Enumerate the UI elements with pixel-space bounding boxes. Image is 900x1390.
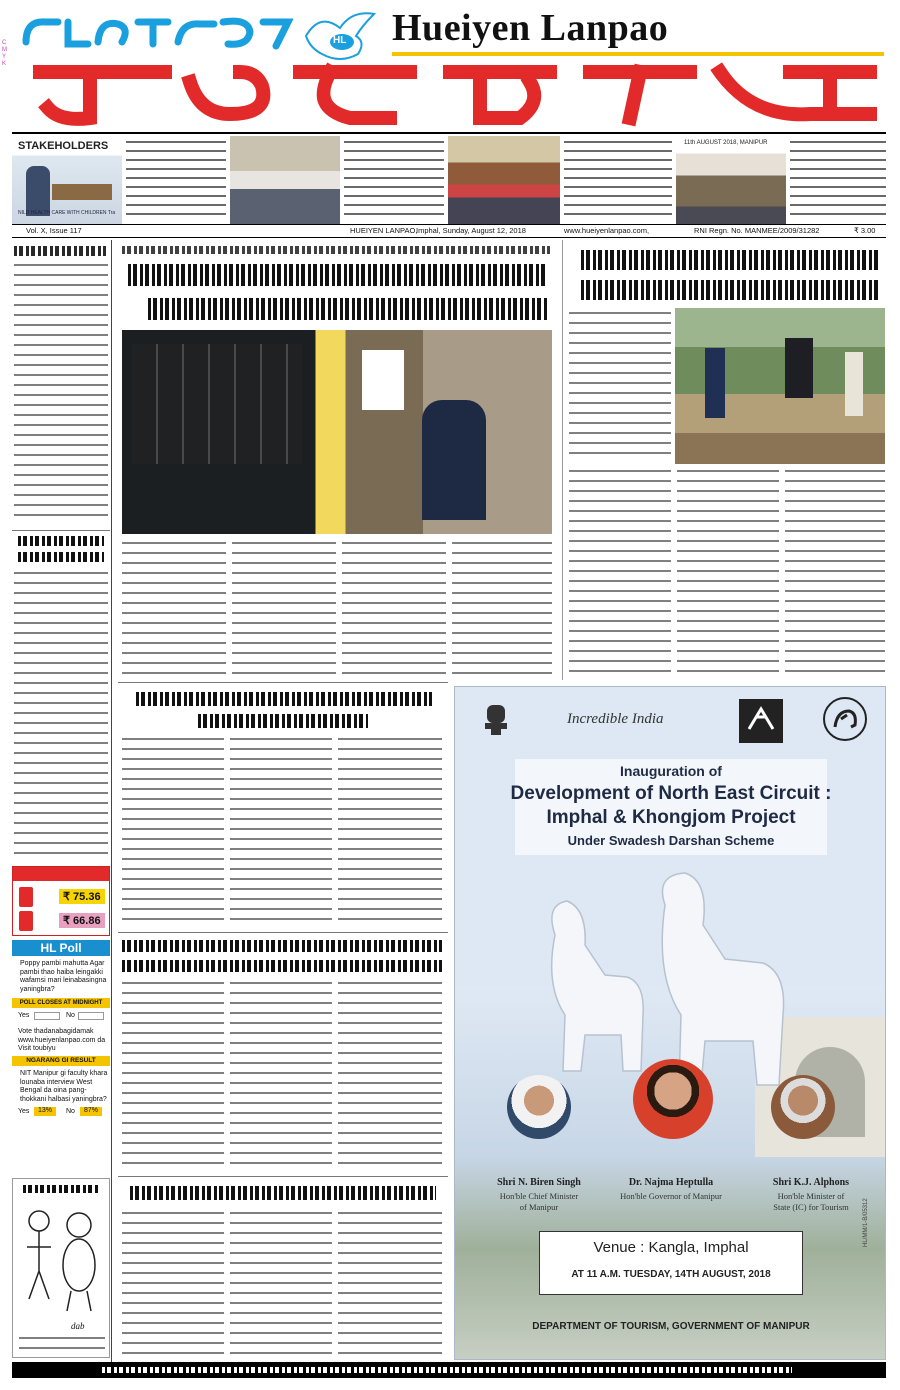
publication: HUEIYEN LANPAO, xyxy=(350,226,418,235)
ad-subtitle: Under Swadesh Darshan Scheme xyxy=(567,833,775,848)
department: DEPARTMENT OF TOURISM, GOVERNMENT OF MANIPUR xyxy=(532,1321,810,1332)
cartoon-drawing xyxy=(17,1199,107,1319)
strip-text-1 xyxy=(126,138,226,222)
story-two-headline-2 xyxy=(198,714,368,728)
brand-script-small xyxy=(18,12,293,52)
ad-heading: Inauguration of xyxy=(620,763,722,779)
india-emblem xyxy=(481,699,511,737)
strip-photo-3 xyxy=(448,136,560,224)
footer xyxy=(12,1362,886,1378)
guest-1-role-line2: of Manipur xyxy=(519,1202,559,1212)
ad-title-line2: Imphal & Khongjom Project xyxy=(546,807,796,828)
story-three xyxy=(118,936,448,1174)
strip-photo-1 xyxy=(12,136,122,224)
strip-text-4 xyxy=(790,138,886,222)
logo-label: HL xyxy=(333,35,347,46)
right-column-intro xyxy=(569,310,671,458)
poll-question: Poppy pambi mahutta Agar pambi thao haiba leingakki wafamsi mari leinabasingna yaningbra? xyxy=(20,960,107,993)
crop-marks: C M Y K xyxy=(2,40,7,67)
dove-logo xyxy=(300,6,380,68)
story-three-col-3 xyxy=(338,980,442,1170)
poll-result-no-label: No xyxy=(66,1108,75,1115)
story-two-col-3 xyxy=(338,736,442,926)
left-headline-3 xyxy=(18,552,104,562)
right-column-2 xyxy=(677,468,779,678)
story-four-col-2 xyxy=(230,1210,332,1358)
poll-no-label: No xyxy=(66,1012,75,1019)
story-two xyxy=(118,686,448,930)
right-photo xyxy=(675,308,885,464)
portrait-governor xyxy=(633,1059,713,1139)
poll-result-title: NGARANG GI RESULT xyxy=(12,1056,110,1066)
guest-3-role-line1: Hon'ble Minister of xyxy=(777,1191,845,1201)
rni-number: RNI Regn. No. MANMEE/2009/31282 xyxy=(694,226,820,235)
poll-vote-text: Vote thadanabagidamak www.hueiyenlanpao.com da Visit toubiyu xyxy=(18,1028,106,1052)
right-headline-2 xyxy=(581,280,879,300)
cartoon-signature: dab xyxy=(71,1321,85,1331)
left-article-2 xyxy=(14,570,108,854)
story-two-col-2 xyxy=(230,736,332,926)
story-four-col-3 xyxy=(338,1210,442,1358)
guest-1-role-line1: Hon'ble Chief Minister xyxy=(499,1191,579,1201)
right-story xyxy=(562,240,886,680)
brand-script-large xyxy=(30,62,885,128)
strip-photo-4 xyxy=(676,136,786,224)
price: ₹ 3.00 xyxy=(854,226,876,235)
top-photo-strip xyxy=(12,132,886,224)
ad-code: HL/MM/1-B/05312 xyxy=(863,1198,869,1247)
kangleisha-emblem xyxy=(823,697,867,741)
story-two-col-1 xyxy=(122,736,224,926)
lead-photo xyxy=(122,330,552,534)
lead-kicker xyxy=(122,246,550,254)
poll-title: HL Poll xyxy=(12,940,110,956)
lead-headline-line1 xyxy=(128,264,548,286)
poll-result-yes-label: Yes xyxy=(18,1108,30,1115)
cartoon-caption xyxy=(19,1335,105,1355)
ad-title-line1: Development of North East Circuit : xyxy=(510,783,832,804)
guest-2-role-line1: Hon'ble Governor of Manipur xyxy=(620,1191,722,1201)
story-four-col-1 xyxy=(122,1210,224,1358)
volume: Vol. X, Issue 117 xyxy=(26,226,82,235)
poll-result-yes: 13% xyxy=(34,1107,56,1116)
place-date: Imphal, Sunday, August 12, 2018 xyxy=(416,226,526,235)
lead-column-1 xyxy=(122,540,226,678)
tourism-advertisement xyxy=(454,686,886,1360)
right-headline-1 xyxy=(581,250,879,270)
diesel-pump-icon xyxy=(19,911,33,931)
lead-column-3 xyxy=(342,540,446,678)
right-column-1 xyxy=(569,468,671,678)
masthead xyxy=(0,0,900,132)
strip-text-3 xyxy=(564,138,672,222)
left-article-1 xyxy=(14,262,108,524)
incredible-india-logo: Incredible India xyxy=(567,711,664,727)
left-headline-2 xyxy=(18,536,104,546)
fuel-header xyxy=(13,867,109,881)
poll-result-no: 87% xyxy=(80,1107,102,1116)
dateline xyxy=(12,224,886,238)
guest-3-name: Shri K.J. Alphons xyxy=(772,1177,850,1188)
portrait-minister xyxy=(771,1075,835,1139)
manipur-tourism-logo xyxy=(739,699,783,743)
guest-2-name: Dr. Najma Heptulla xyxy=(628,1177,714,1188)
cartoon-caption-top xyxy=(23,1185,99,1193)
story-two-headline-1 xyxy=(136,692,432,706)
fuel-box xyxy=(12,866,110,936)
cartoon xyxy=(12,1178,110,1358)
lead-column-4 xyxy=(452,540,552,678)
strip-banner-text: STAKEHOLDERS xyxy=(18,140,109,152)
petrol-pump-icon xyxy=(19,887,33,907)
story-three-headline-1 xyxy=(122,940,442,952)
lead-story xyxy=(118,240,556,680)
guest-3-role-line2: State (IC) for Tourism xyxy=(773,1202,849,1212)
website: www.hueiyenlanpao.com, xyxy=(564,226,650,235)
lead-headline-line2 xyxy=(148,298,548,320)
poll-no-checkbox[interactable] xyxy=(78,1012,104,1020)
guest-1-name: Shri N. Biren Singh xyxy=(497,1177,581,1188)
masthead-rule xyxy=(392,52,884,56)
kangla-sha-statues xyxy=(495,865,815,1095)
story-three-headline-2 xyxy=(122,960,442,972)
strip-banner-subtext: NILD HEALTH CARE WITH CHILDREN Tra xyxy=(18,210,116,216)
story-three-col-2 xyxy=(230,980,332,1170)
petrol-price: ₹ 75.36 xyxy=(59,889,105,904)
story-four xyxy=(118,1180,448,1360)
left-headline-1 xyxy=(14,246,106,256)
brand-title: Hueiyen Lanpao xyxy=(392,7,669,49)
dateline-meitei xyxy=(116,229,296,233)
lead-column-2 xyxy=(232,540,336,678)
portrait-cm xyxy=(507,1075,571,1139)
diesel-price: ₹ 66.86 xyxy=(59,913,105,928)
event-time: AT 11 A.M. TUESDAY, 14TH AUGUST, 2018 xyxy=(571,1269,771,1280)
footer-imprint xyxy=(102,1367,792,1373)
strip-text-2 xyxy=(344,138,444,222)
right-column-3 xyxy=(785,468,885,678)
strip-ceremony-text: 11th AUGUST 2018, MANIPUR xyxy=(684,140,768,146)
story-three-col-1 xyxy=(122,980,224,1170)
story-four-headline xyxy=(130,1186,436,1200)
poll-closes: POLL CLOSES AT MIDNIGHT xyxy=(12,998,110,1008)
poll-box xyxy=(12,940,110,1172)
venue: Venue : Kangla, Imphal xyxy=(593,1239,749,1256)
left-column xyxy=(12,240,112,1362)
poll-yes-label: Yes xyxy=(18,1012,30,1019)
strip-photo-2 xyxy=(230,136,340,224)
poll-yes-checkbox[interactable] xyxy=(34,1012,60,1020)
poll-result-question: NIT Manipur gi faculty khara lounaba interview West Bengal da oina pang-thokkani halbasi yaningbra? xyxy=(20,1070,108,1103)
